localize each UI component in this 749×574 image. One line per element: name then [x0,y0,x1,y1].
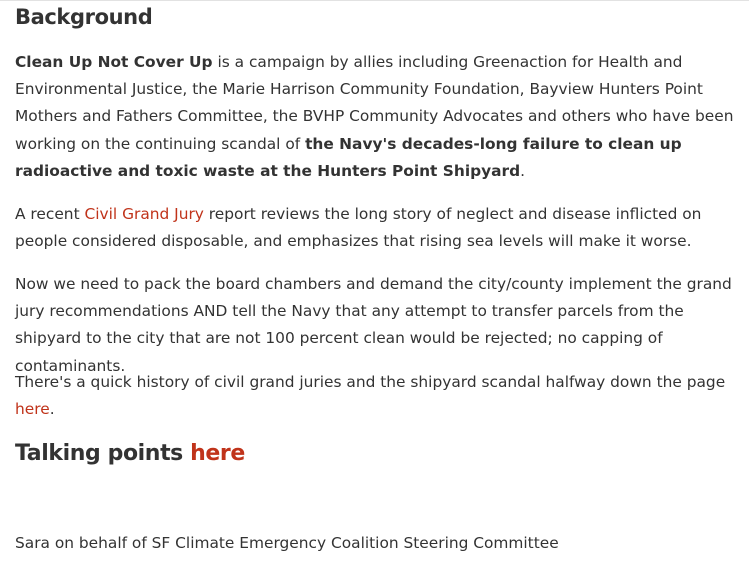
background-heading: Background [15,5,153,29]
call-to-action-paragraph: Now we need to pack the board chambers and demand the city/county implement the grand jury recommendations AND tell the Navy that any attempt to transfer parcels from the shipyard to the city that are not 100 percent clean would be rejected; no capping of contaminants. [15,275,732,375]
history-text-before: There's a quick history of civil grand juries and the shipyard scandal halfway down the page [15,373,726,391]
talking-points-heading [15,438,245,470]
talking-points-here-link[interactable]: here [190,441,245,466]
history-paragraph [15,369,740,423]
history-here-link[interactable]: here [15,400,50,419]
civil-grand-jury-link[interactable]: Civil Grand Jury [84,205,204,223]
grand-jury-text-after: report reviews the long story of neglect and disease inflicted on people considered disposable, and emphasizes that rising sea levels will make it worse. [15,205,702,251]
intro-text: is a campaign by allies including Greenaction for Health and Environmental Justice, the Marie Harrison Community Foundation, Bayview Hunters Point Mothers and Fathers Committee, the BVHP Community Advocates and others who have been working on the continuing scandal of [15,53,734,153]
history-period: . [49,400,55,419]
signature-line: Sara on behalf of SF Climate Emergency Coalition Steering Committee [15,534,559,552]
intro-period: . [520,161,526,180]
grand-jury-text-before: A recent [15,205,85,223]
intro-paragraph [15,49,740,185]
campaign-name: Clean Up Not Cover Up [15,53,213,71]
talking-points-label: Talking points [15,441,191,466]
top-divider [0,0,749,1]
scandal-emphasis: the Navy's decades-long failure to clean up radioactive and toxic waste at the Hunters Point Shipyard [15,134,682,180]
grand-jury-paragraph [15,201,740,255]
